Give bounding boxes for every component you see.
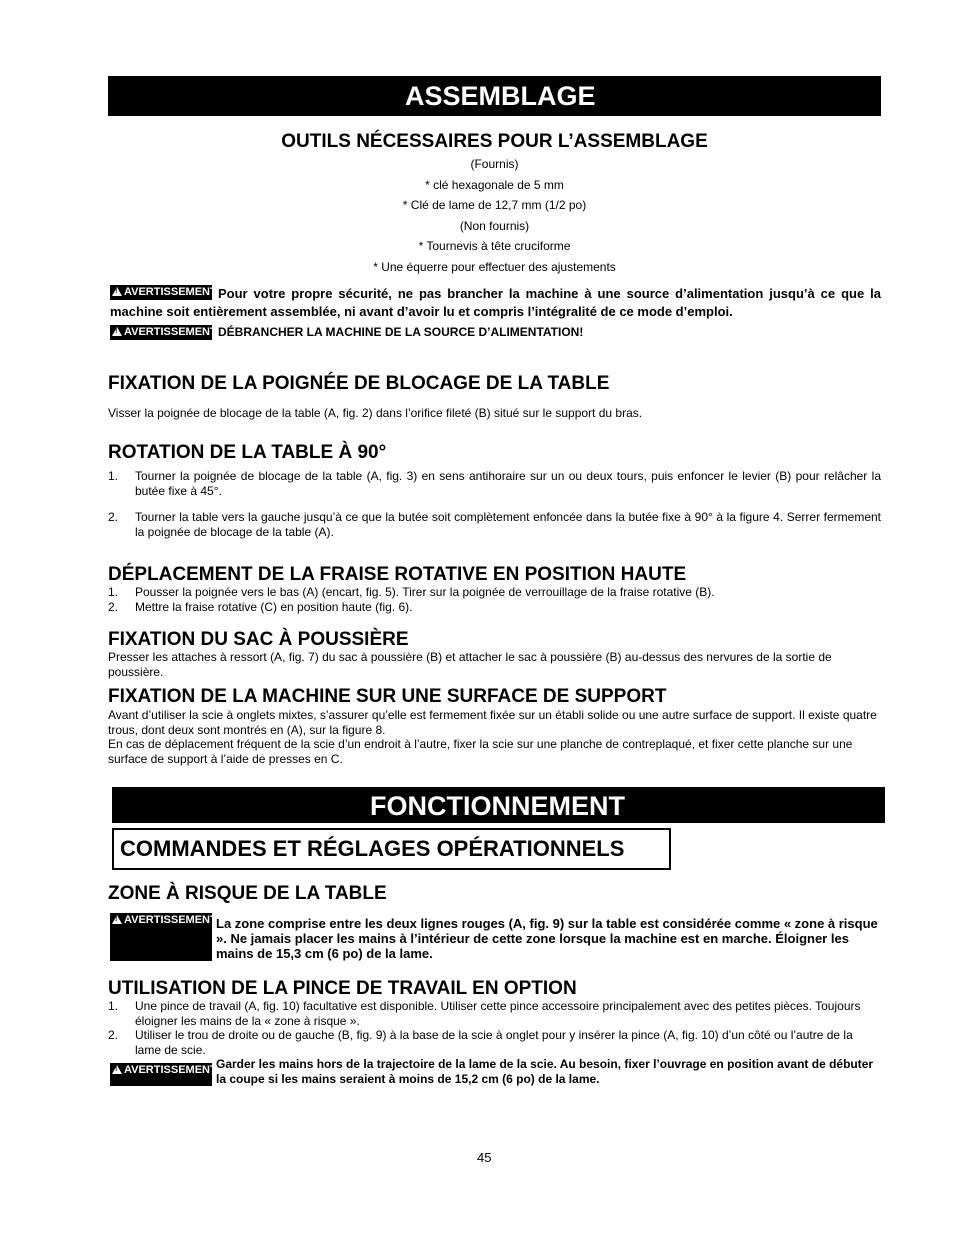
warning-block-1: [110, 285, 881, 321]
warning-badge: !AVERTISSEMENT: [110, 325, 212, 340]
tools-heading: OUTILS NÉCESSAIRES POUR L’ASSEMBLAGE: [281, 131, 708, 152]
section-text-support-1: Avant d’utiliser la scie à onglets mixtes, s’assurer qu’elle est fermement fixée sur un établi solide ou une autre surface de support. Il existe quatre trous, dont deux sont montrés en (A), sur la figure 8.: [108, 708, 877, 737]
warning-block-2: [110, 325, 881, 340]
fonctionnement-title: FONCTIONNEMENT: [370, 791, 625, 821]
warning-badge: !AVERTISSEMENT: [110, 285, 212, 300]
warning-block-zone: [110, 913, 881, 961]
tools-line: * Une équerre pour effectuer des ajustements: [373, 260, 616, 274]
warning-1-text: Pour votre propre sécurité, ne pas brancher la machine à une source d’alimentation jusqu’à ce que la machine soit entièrement assemblée, ni avant d’avoir lu et compris l’intégralité de ce mode d’emploi.: [110, 286, 881, 319]
section-text-support-2: En cas de déplacement fréquent de la scie d’un endroit à l’autre, fixer la scie sur une planche de contreplaqué, et fixer cette planche sur une surface de support à l’aide de presses en C.: [108, 737, 853, 766]
list-item: 1. Pousser la poignée vers le bas (A) (encart, fig. 5). Tirer sur la poignée de verrouillage de la fraise rotative (B).: [108, 585, 715, 599]
section-heading-fraise: DÉPLACEMENT DE LA FRAISE ROTATIVE EN POSITION HAUTE: [108, 564, 687, 585]
fonctionnement-subtitle-box: COMMANDES ET RÉGLAGES OPÉRATIONNELS: [112, 828, 671, 870]
warning-triangle-icon: [112, 327, 122, 336]
section-heading-sac: FIXATION DU SAC À POUSSIÈRE: [108, 629, 409, 650]
assemblage-title: ASSEMBLAGE: [405, 81, 596, 111]
list-item: 2. Utiliser le trou de droite ou de gauche (B, fig. 9) à la base de la scie à onglet pour y insérer la pince (A, fig. 10) d’un côté ou l’autre de la lame de scie.: [108, 1028, 853, 1057]
tools-line: * Tournevis à tête cruciforme: [418, 239, 571, 253]
warning-badge: !AVERTISSEMENT: [110, 913, 212, 961]
list-item: 1. Tourner la poignée de blocage de la table (A, fig. 3) en sens antihoraire sur un ou deux tours, puis enfoncer le levier (B) pour relâcher la butée fixe à 45°.: [108, 469, 881, 498]
list-item: 2. Mettre la fraise rotative (C) en position haute (fig. 6).: [108, 600, 413, 614]
list-item: 2. Tourner la table vers la gauche jusqu’à ce que la butée soit complètement enfoncée dans la butée fixe à 90° à la figure 4. Serrer fermement la poignée de blocage de la table (A).: [108, 510, 881, 539]
assemblage-banner: [108, 76, 881, 116]
warning-triangle-icon: [112, 287, 122, 296]
warning-block-pince: [110, 1057, 881, 1086]
section-text-sac: Presser les attaches à ressort (A, fig. 7) du sac à poussière (B) et attacher le sac à poussière (B) au-dessus des nervures de la sortie de poussière.: [108, 650, 832, 679]
warning-badge: !AVERTISSEMENT: [110, 1063, 212, 1086]
list-item: 1. Une pince de travail (A, fig. 10) facultative est disponible. Utiliser cette pince accessoire principalement avec des petites pièces. Toujours éloigner les mains de la « zone à risque ».: [108, 999, 861, 1028]
section-heading-rotation: ROTATION DE LA TABLE À 90°: [108, 442, 387, 463]
tools-line: * clé hexagonale de 5 mm: [425, 178, 564, 192]
section-heading-poignee: FIXATION DE LA POIGNÉE DE BLOCAGE DE LA TABLE: [108, 373, 610, 394]
tools-line: * Clé de lame de 12,7 mm (1/2 po): [402, 198, 587, 212]
warning-triangle-icon: [112, 915, 122, 924]
tools-line: (Non fournis): [459, 219, 530, 233]
page-number: 45: [477, 1150, 492, 1165]
section-heading-support: FIXATION DE LA MACHINE SUR UNE SURFACE DE SUPPORT: [108, 686, 667, 707]
warning-triangle-icon: [112, 1065, 122, 1074]
fonctionnement-banner: [112, 787, 885, 823]
section-heading-pince: UTILISATION DE LA PINCE DE TRAVAIL EN OPTION: [108, 978, 577, 999]
warning-pince-text: Garder les mains hors de la trajectoire de la lame de la scie. Au besoin, fixer l’ouvrage en position avant de débuter la coupe si les mains seraient à moins de 15,2 cm (6 po) de la lame.: [216, 1057, 874, 1086]
section-heading-zone: ZONE À RISQUE DE LA TABLE: [108, 883, 387, 904]
warning-zone-text: La zone comprise entre les deux lignes rouges (A, fig. 9) sur la table est considérée comme « zone à risque ». Ne jamais placer les mains à l’intérieur de cette zone lorsque la machine est en marche. Éloigner les mains de 15,3 cm (6 po) de la lame.: [216, 916, 878, 961]
section-text-poignee: Visser la poignée de blocage de la table (A, fig. 2) dans l’orifice fileté (B) situé sur le support du bras.: [108, 406, 643, 420]
warning-2-text: DÉBRANCHER LA MACHINE DE LA SOURCE D’ALIMENTATION!: [218, 325, 584, 339]
tools-line: (Fournis): [470, 157, 519, 171]
